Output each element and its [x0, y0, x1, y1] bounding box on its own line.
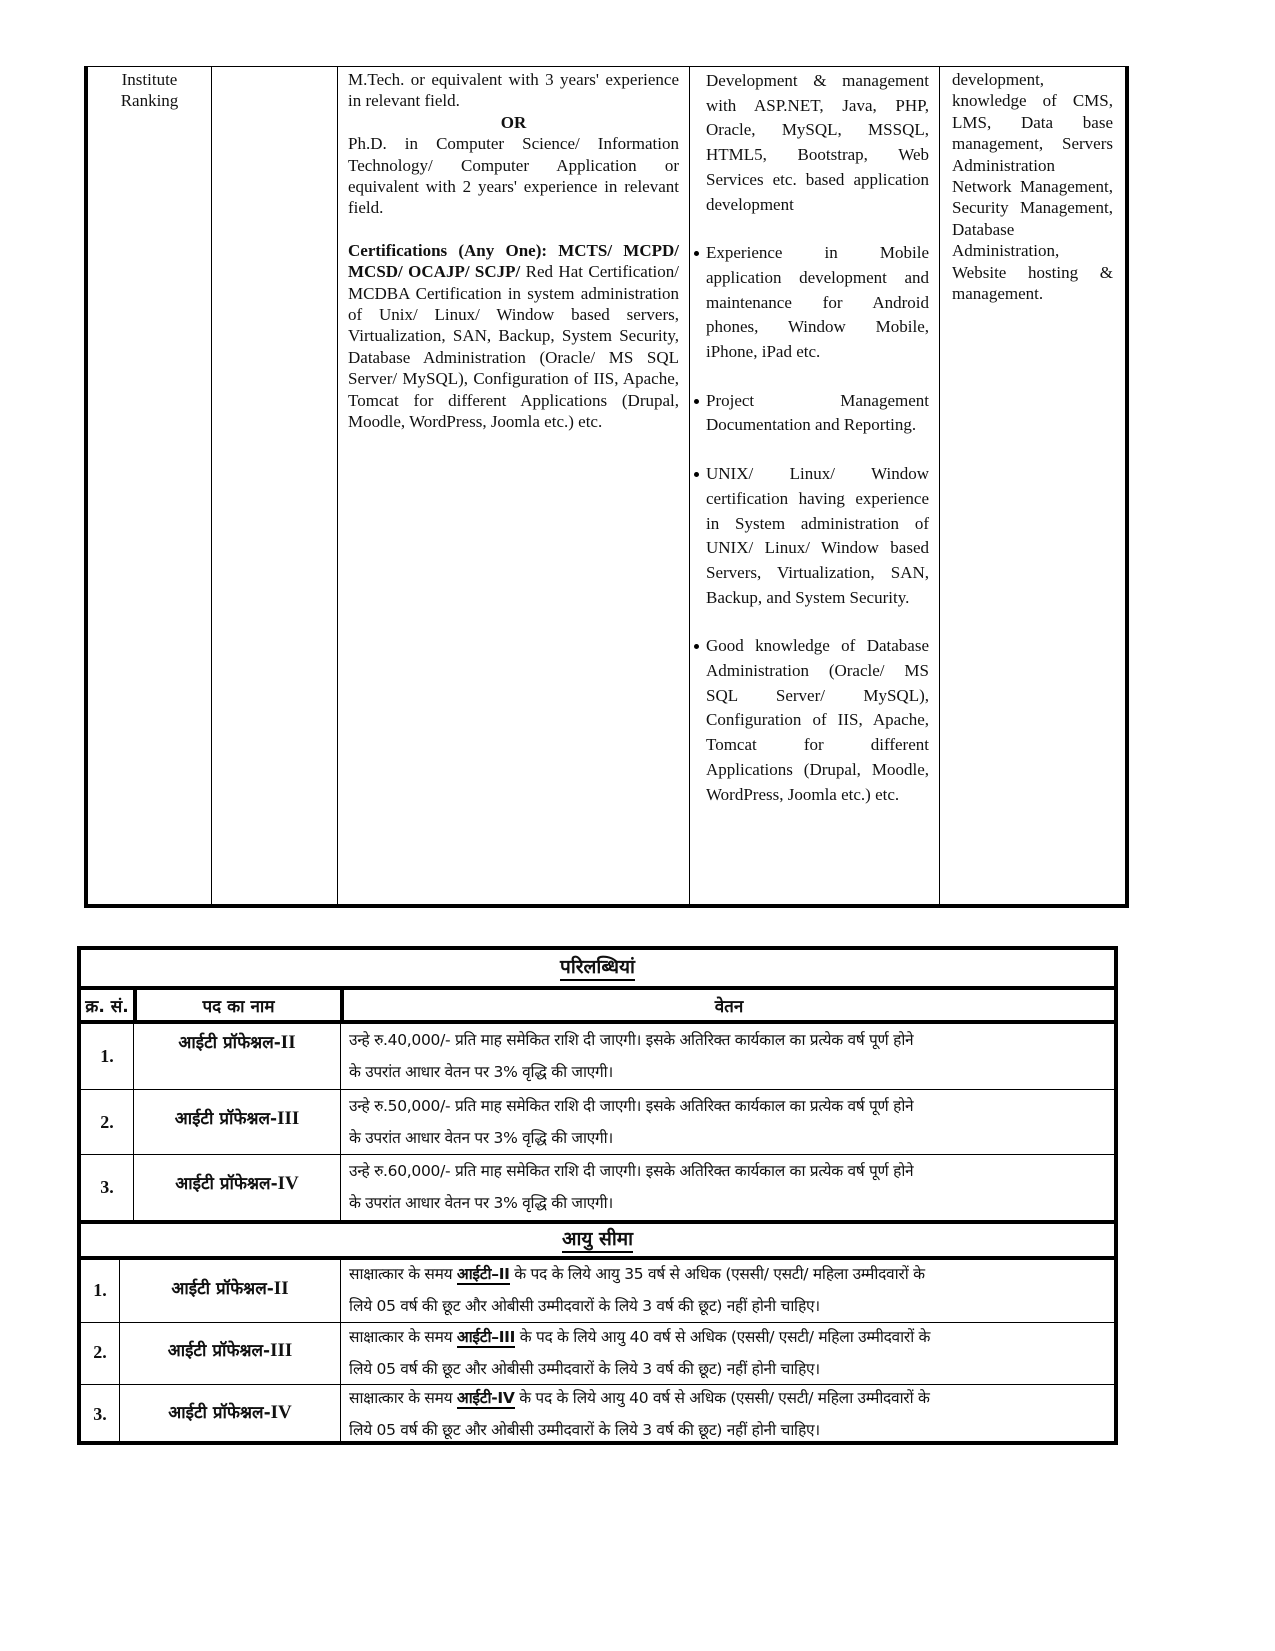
header-sno: क्र. सं.: [85, 997, 129, 1017]
perks-title: परिलब्धियां: [81, 953, 1114, 979]
age-row-sno: 1.: [93, 1280, 107, 1300]
perks-row-salary: उन्हे रु.40,000/- प्रति माह समेकित राशि दी जाएगी। इसके अतिरिक्त कार्यकाल का प्रत्येक वर्ष पूर्ण होने के उपरांत आधार वेतन पर 3% वृद्धि की जाएगी।: [349, 1031, 914, 1081]
post-code-underlined: आईटी-IV: [456, 1389, 515, 1407]
perks-row-sno: 2.: [100, 1112, 114, 1132]
age-row-text: साक्षात्कार के समय आईटी–II के पद के लिये आयु 35 वर्ष से अधिक (एससी/ एसटी/ महिला उम्मीदवारों के लिये 05 वर्ष की छूट और ओबीसी उम्मीदवारों के लिये 3 वर्ष की छूट) नहीं होनी चाहिए।: [349, 1265, 925, 1315]
divider: [340, 986, 344, 1024]
experience-column: [690, 67, 940, 904]
certifications-rest: Red Hat Certification/ MCDBA Certification in system administration of Unix/ Linux/ Window based servers, Virtualization, SAN, Backup, System Security, Database Administration (Oracle/ MS SQL Server/ MySQL), Configuration of IIS, Apache, Tomcat for different Applications (Drupal, Moodle, WordPress, Joomla etc.) etc.: [348, 262, 680, 432]
perks-age-table: [77, 946, 1118, 1445]
age-row-text: साक्षात्कार के समय आईटी–III के पद के लिये आयु 40 वर्ष से अधिक (एससी/ एसटी/ महिला उम्मीदवारों के लिये 05 वर्ष की छूट और ओबीसी उम्मीदवारों के लिये 3 वर्ष की छूट) नहीं होनी चाहिए।: [349, 1328, 931, 1378]
skills-column: [940, 67, 1125, 904]
qualifications-column: [338, 67, 690, 904]
qualification-phd: Ph.D. in Computer Science/ Information Technology/ Computer Application or equivalent with 2 years' experience in relevant field.: [348, 134, 679, 218]
post-code-underlined: आईटी–II: [456, 1265, 510, 1283]
label-line: Institute: [121, 70, 178, 89]
post-code-underlined: आईटी–III: [456, 1328, 516, 1346]
certifications: [348, 240, 679, 433]
experience-bullet: Good knowledge of Database Administration (Oracle/ MS SQL Server/ MySQL), Configuration of IIS, Apache, Tomcat for different Applications (Drupal, Moodle, WordPress, Joomla etc.) etc.: [706, 634, 929, 807]
header-post: पद का नाम: [202, 997, 275, 1017]
divider: [133, 986, 137, 1024]
divider: [340, 1024, 341, 1220]
or-separator: OR: [500, 112, 527, 132]
skills-text: development, knowledge of CMS, LMS, Data base management, Servers Administration Network Management, Security Management, Database Administration, Website hosting & management.: [952, 70, 1113, 304]
age-row-post: आईटी प्रॉफेश्नल-IV: [168, 1402, 292, 1423]
age-row-post: आईटी प्रॉफेश्नल-III: [167, 1340, 293, 1361]
perks-row-sno: 3.: [100, 1177, 114, 1197]
experience-bullet: Project Management Documentation and Reporting.: [706, 389, 929, 438]
perks-row-post: आईटी प्रॉफेश्नल-II: [178, 1032, 296, 1053]
age-row-post: आईटी प्रॉफेश्नल-II: [171, 1278, 289, 1299]
age-limit-title: आयु सीमा: [81, 1225, 1114, 1251]
experience-bullet: Experience in Mobile application development and maintenance for Android phones, Window Mobile, iPhone, iPad etc.: [706, 241, 929, 365]
qualification-mtech: M.Tech. or equivalent with 3 years' experience in relevant field.: [348, 70, 679, 111]
age-row-sno: 3.: [93, 1404, 107, 1424]
experience-bullet: UNIX/ Linux/ Window certification having experience in System administration of UNIX/ Linux/ Window based Servers, Virtualization, SAN, Backup, and System Security.: [706, 462, 929, 610]
label-line: Ranking: [120, 91, 179, 110]
perks-row-sno: 1.: [100, 1046, 114, 1066]
experience-intro: Development & management with ASP.NET, Java, PHP, Oracle, MySQL, MSSQL, HTML5, Bootstrap, Web Services etc. based application development: [706, 71, 929, 214]
age-row-text: साक्षात्कार के समय आईटी-IV के पद के लिये आयु 40 वर्ष से अधिक (एससी/ एसटी/ महिला उम्मीदवारों के लिये 05 वर्ष की छूट और ओबीसी उम्मीदवारों के लिये 3 वर्ष की छूट) नहीं होनी चाहिए।: [349, 1389, 930, 1439]
perks-row-post: आईटी प्रॉफेश्नल-IV: [175, 1173, 299, 1194]
divider: [81, 1220, 1114, 1224]
category-column: [88, 67, 212, 904]
perks-row-salary: उन्हे रु.60,000/- प्रति माह समेकित राशि दी जाएगी। इसके अतिरिक्त कार्यकाल का प्रत्येक वर्ष पूर्ण होने के उपरांत आधार वेतन पर 3% वृद्धि की जाएगी।: [349, 1162, 914, 1212]
perks-row-salary: उन्हे रु.50,000/- प्रति माह समेकित राशि दी जाएगी। इसके अतिरिक्त कार्यकाल का प्रत्येक वर्ष पूर्ण होने के उपरांत आधार वेतन पर 3% वृद्धि की जाएगी।: [349, 1097, 914, 1147]
certifications-bold: Certifications (Any One): MCTS/ MCPD/ MCSD/ OCAJP/ SCJP/: [348, 240, 679, 282]
qualifications-table: [84, 66, 1129, 908]
age-row-sno: 2.: [93, 1342, 107, 1362]
institute-ranking-label: [88, 67, 211, 111]
perks-row-post: आईटी प्रॉफेश्नल-III: [174, 1108, 300, 1129]
divider: [81, 986, 1114, 990]
divider: [340, 1260, 341, 1445]
header-salary: वेतन: [714, 997, 744, 1017]
empty-column: [212, 67, 338, 904]
